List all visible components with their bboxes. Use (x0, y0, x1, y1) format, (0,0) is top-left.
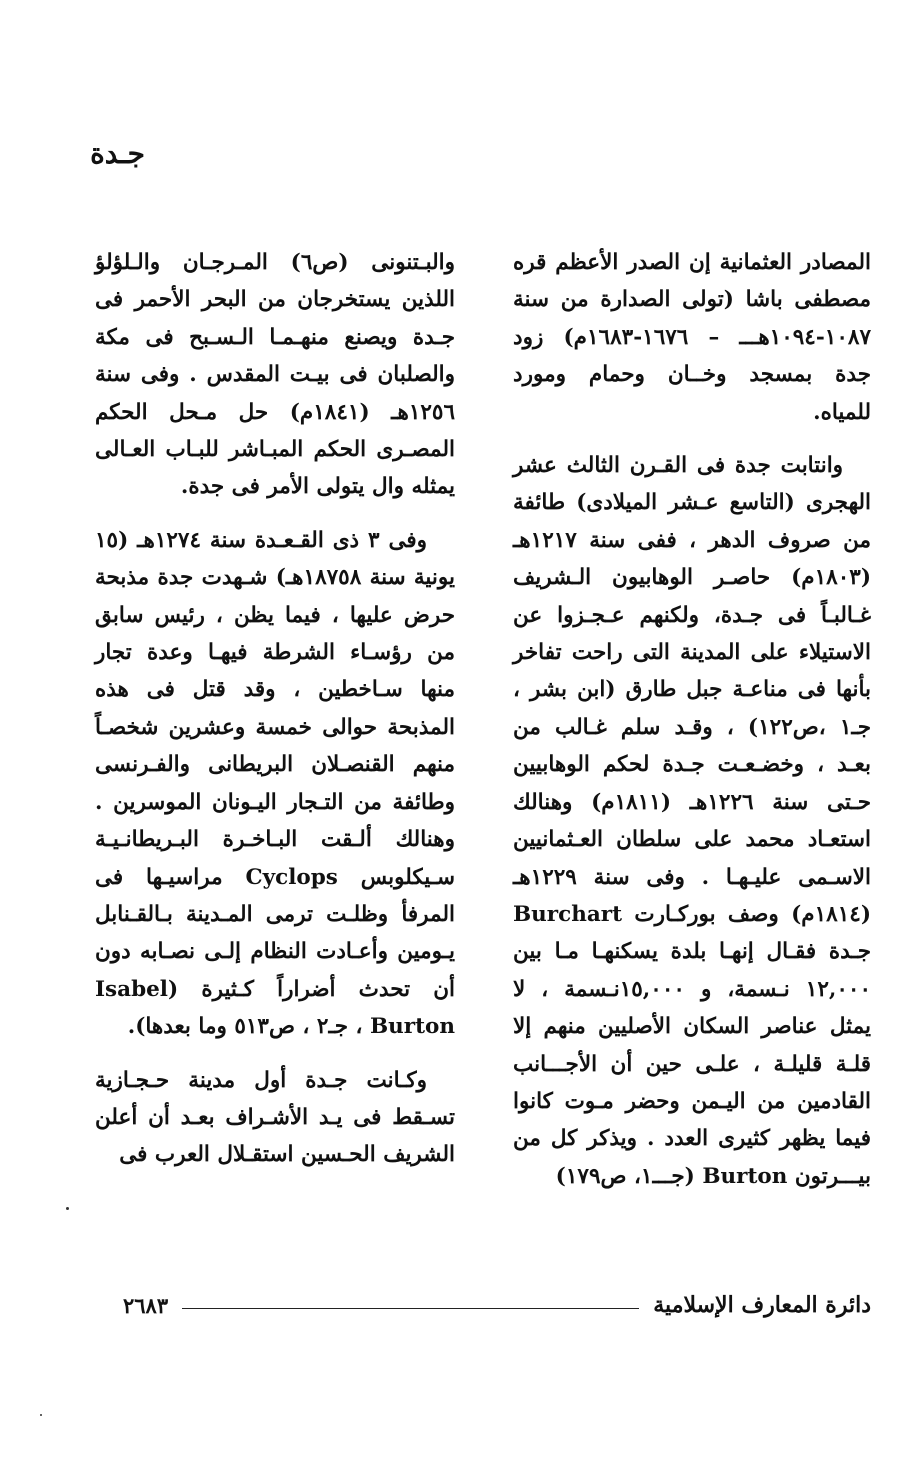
footer-publication-title: دائرة المعارف الإسلامية (653, 1292, 871, 1318)
paragraph: وفى ٣ ذى القـعـدة سنة ١٢٧٤هـ (١٥ يونية سنة ١٨٧٥٨هـ) شـهدت جدة مذبحة حرض عليها ، فيما يظن ، رئيس سابق من رؤسـاء الشرطة فيهـا وعدة تجار منها سـاخطين ، وقد قتل فى هذه المذبحة حوالى خمسة وعشرين شخصـاً منهم القنصـلان البريطانى والفـرنسى وطائفة من التـجار اليـونان الموسرين . وهنالك ألـقت البـاخـرة البـريطانـيـة سـيكلوبس Cyclops مراسيـها فى المرفأ وظلـت ترمى المـدينة بـالقـنابل يـومين وأعـادت النظام إلـى نصـابه دون أن تحدث أضراراً كـثيرة (Isabel Burton ، جـ٢ ، ص٥١٣ وما بعدها). (95, 527, 455, 1040)
paragraph: المصادر العثمانية إن الصدر الأعظم قره مصطفى باشا (تولى الصدارة من سنة ١٠٨٧-١٠٩٤هـــ – ١٦٧٦-١٦٨٣م) زود جدة بمسجد وخــان وحمام ومورد للمياه. (513, 250, 871, 425)
page-footer (123, 1288, 871, 1322)
paragraph: وانتابت جدة فى القـرن الثالث عشر الهجرى (التاسع عـشر الميلادى) طائفة من صروف الدهر ، ففى سنة ١٢١٧هـ (١٨٠٣م) حاصـر الوهابيون الـشريف غـالبـاً فى جـدة، ولكنهم عـجـزوا عن الاستيلاء على المدينة التى راحت تفاخر بأنها فى مناعـة جبل طارق (ابن بشر ، جـ١ ،ص١٢٢) ، وقـد سلم غـالب من بعـد ، وخضـعـت جـدة لحكم الوهابيين حـتى سنة ١٢٢٦هـ (١٨١١م) وهنالك استعـاد محمد على سلطان العـثمانيين الاسـمى عليـهـا . وفى سنة ١٢٢٩هـ (١٨١٤م) وصف بوركـارت Burchart جـدة فقـال إنهـا بلدة يسكنهـا مـا بين ١٢,٠٠٠ نـسمة، و ١٥,٠٠٠نـسمة ، لا يمثل عناصر السكان الأصليين منهم إلا قلـة قليلـة ، علـى حين أن الأجـــانب القادمين من اليـمن وحضر مـوت كانوا فيما يظهر كثيرى العدد . ويذكر كل من بيـــرتون Burton (جـــ١، ص١٧٩) (513, 453, 872, 1189)
text-column-right (513, 244, 871, 1211)
text-column-left (95, 244, 455, 1190)
paragraph: وكـانت جـدة أول مدينة حـجـازية تسـقط فى يـد الأشـراف بعـد أن أعلن الشريف الحـسين استقـلال العرب فى (95, 1067, 455, 1168)
paragraph: والبـتنونى (ص٦) المـرجـان والـلؤلؤ اللذين يستخرجان من البحر الأحمر فى جـدة ويصنع منهـمـا الـسـبح فى مكة والصلبان فى بيـت المقدس . وفى سنة ١٢٥٦هـ (١٨٤١م) حل مـحل الحكم المصـرى الحكم المبـاشر للبـاب العـالى يمثله وال يتولى الأمر فى جدة. (95, 250, 456, 500)
footer-rule (182, 1308, 639, 1309)
running-title: جـدة (90, 137, 145, 170)
page-number: ٢٦٨٣ (123, 1292, 169, 1318)
scan-speck (40, 1414, 42, 1416)
scan-speck (66, 1207, 69, 1210)
